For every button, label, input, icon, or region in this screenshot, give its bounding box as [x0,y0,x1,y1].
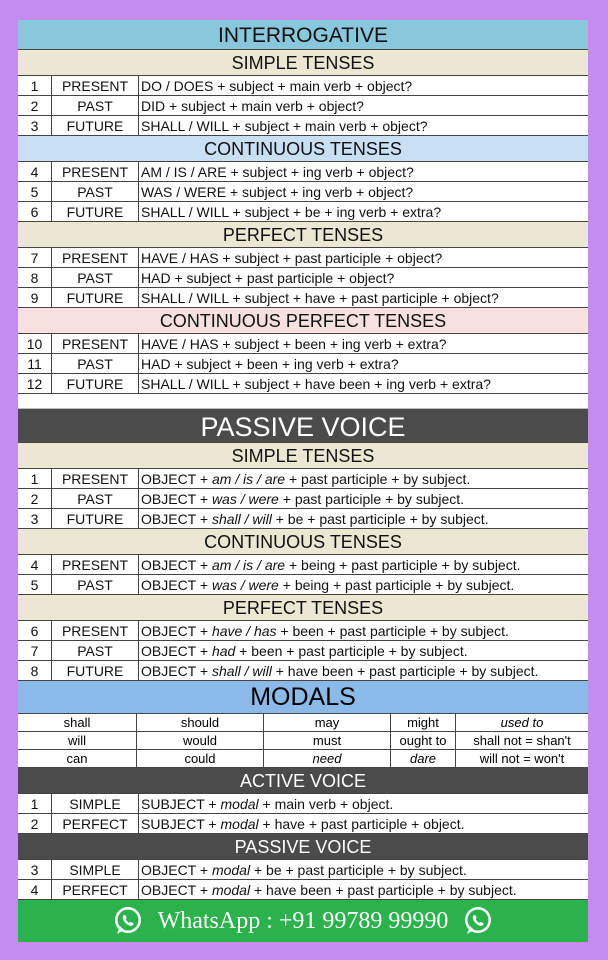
row-formula: SHALL / WILL + subject + be + ing verb + extra? [141,204,442,220]
table-row [18,334,588,354]
formula-pre: OBJECT + [141,577,212,593]
row-tense: PAST [52,268,139,287]
page-title: INTERROGATIVE [18,20,588,50]
formula-italic: had [211,643,236,659]
row-formula [139,860,588,879]
table-row [18,661,588,681]
passive-tenses [18,443,588,681]
row-formula: HAVE / HAS + subject + been + ing verb + extra? [141,336,447,352]
row-formula [139,794,588,813]
section-heading: CONTINUOUS TENSES [18,529,588,555]
table-row [18,555,588,575]
row-tense: PAST [52,575,139,594]
row-formula [139,555,588,574]
row-tense: PAST [52,182,139,201]
row-number: 1 [18,469,52,488]
formula-italic: am / is / are [211,471,286,487]
modal-cell: will [18,732,137,749]
row-number: 6 [18,621,52,640]
row-number: 8 [18,268,52,287]
formula-pre: OBJECT + [141,862,212,878]
table-row [18,248,588,268]
row-formula: WAS / WERE + subject + ing verb + object? [141,184,414,200]
formula-post: + have + past participle + object. [258,816,465,832]
table-row [18,116,588,136]
row-number: 7 [18,641,52,660]
formula-italic: shall / will [211,511,272,527]
row-tense: SIMPLE [52,794,139,813]
row-number: 4 [18,162,52,181]
row-formula [139,814,588,833]
formula-pre: OBJECT + [141,882,212,898]
modal-row [18,732,588,750]
row-tense: FUTURE [52,202,139,221]
formula-post: + main verb + object. [258,796,394,812]
formula-italic: shall / will [211,663,272,679]
row-number: 3 [18,116,52,135]
row-formula: HAD + subject + been + ing verb + extra? [141,356,399,372]
passive-voice-title: PASSIVE VOICE [18,409,588,443]
formula-pre: OBJECT + [141,663,212,679]
row-tense: FUTURE [52,116,139,135]
modal-cell: might [391,714,456,731]
modal-row [18,750,588,768]
whatsapp-icon [462,905,494,937]
table-row [18,641,588,661]
section-heading: PERFECT TENSES [18,222,588,248]
spacer [18,394,588,409]
modal-cell: can [18,750,137,767]
row-number: 8 [18,661,52,680]
row-number: 4 [18,555,52,574]
table-row [18,814,588,834]
formula-pre: OBJECT + [141,643,212,659]
row-number: 2 [18,489,52,508]
row-tense: FUTURE [52,374,139,393]
formula-pre: OBJECT + [141,557,212,573]
formula-italic: am / is / are [211,557,286,573]
modal-cell: would [137,732,264,749]
formula-pre: OBJECT + [141,511,212,527]
formula-post: + be + past participle + by subject. [250,862,467,878]
table-row [18,354,588,374]
row-number: 5 [18,182,52,201]
modal-cell: need [264,750,391,767]
row-number: 6 [18,202,52,221]
row-formula [139,469,588,488]
modal-cell: shall not = shan't [473,733,571,748]
row-number: 3 [18,509,52,528]
modal-row [18,714,588,732]
row-number: 1 [18,76,52,95]
row-tense: FUTURE [52,661,139,680]
row-tense: PRESENT [52,76,139,95]
row-tense: FUTURE [52,288,139,307]
row-number: 3 [18,860,52,879]
row-formula: AM / IS / ARE + subject + ing verb + object? [141,164,414,180]
modal-cell: used to [500,715,544,730]
row-number: 9 [18,288,52,307]
row-formula: DID + subject + main verb + object? [141,98,364,114]
formula-pre: OBJECT + [141,623,212,639]
formula-italic: modal [220,796,259,812]
table-row [18,162,588,182]
table-row [18,96,588,116]
row-tense: PAST [52,96,139,115]
row-tense: PRESENT [52,555,139,574]
table-row [18,880,588,900]
row-formula: HAVE / HAS + subject + past participle + object? [141,250,443,266]
row-tense: PERFECT [52,814,139,833]
table-row [18,202,588,222]
formula-post: + have been + past participle + by subject. [250,882,517,898]
formula-pre: SUBJECT + [141,816,221,832]
active-tenses [18,50,588,394]
modal-cell: could [137,750,264,767]
row-tense: PRESENT [52,469,139,488]
modal-cell: will not = won't [479,751,565,766]
formula-post: + have been + past participle + by subject. [271,663,539,679]
table-row [18,288,588,308]
row-number: 2 [18,814,52,833]
table-row [18,794,588,814]
grammar-sheet [18,20,588,942]
row-formula [139,509,588,528]
section-heading: CONTINUOUS PERFECT TENSES [18,308,588,334]
row-number: 2 [18,96,52,115]
modals-title: MODALS [18,681,588,714]
formula-italic: have / has [211,623,277,639]
table-row [18,860,588,880]
row-number: 7 [18,248,52,267]
row-tense: PRESENT [52,248,139,267]
table-row [18,621,588,641]
row-number: 12 [18,374,52,393]
row-formula: SHALL / WILL + subject + main verb + object? [141,118,428,134]
row-tense: PRESENT [52,162,139,181]
row-tense: FUTURE [52,509,139,528]
formula-post: + been + past participle + by subject. [235,643,468,659]
table-row [18,489,588,509]
table-row [18,182,588,202]
row-tense: PRESENT [52,334,139,353]
formula-post: + being + past participle + by subject. [285,557,521,573]
modal-cell: ought to [391,732,456,749]
modal-cell: may [264,714,391,731]
table-row [18,469,588,489]
formula-pre: OBJECT + [141,491,212,507]
formula-post: + be + past participle + by subject. [271,511,489,527]
footer-bar [18,900,588,942]
section-heading: PERFECT TENSES [18,595,588,621]
formula-italic: modal [211,882,251,898]
section-heading: SIMPLE TENSES [18,50,588,76]
modal-passive-rows [18,860,588,900]
row-formula: DO / DOES + subject + main verb + object? [141,78,413,94]
table-row [18,76,588,96]
table-row [18,268,588,288]
modal-cell: shall [18,714,137,731]
modals-table [18,714,588,768]
row-tense: PAST [52,641,139,660]
row-formula [139,661,588,680]
row-formula [139,641,588,660]
row-tense: PRESENT [52,621,139,640]
row-tense: PERFECT [52,880,139,899]
row-formula: HAD + subject + past participle + object? [141,270,395,286]
row-number: 11 [18,354,52,373]
row-number: 4 [18,880,52,899]
formula-post: + being + past participle + by subject. [278,577,515,593]
modal-cell: should [137,714,264,731]
formula-pre: SUBJECT + [141,796,221,812]
modal-active-title: ACTIVE VOICE [18,768,588,794]
row-tense: SIMPLE [52,860,139,879]
table-row [18,374,588,394]
formula-post: + past participle + by subject. [278,491,465,507]
formula-italic: was / were [211,577,279,593]
modal-cell: must [264,732,391,749]
modal-active-rows [18,794,588,834]
modal-cell: dare [391,750,456,767]
row-formula: SHALL / WILL + subject + have + past participle + object? [141,290,499,306]
row-formula: SHALL / WILL + subject + have been + ing verb + extra? [141,376,491,392]
table-row [18,509,588,529]
row-formula [139,621,588,640]
row-number: 10 [18,334,52,353]
formula-italic: modal [220,816,259,832]
row-number: 5 [18,575,52,594]
formula-italic: was / were [211,491,279,507]
section-heading: CONTINUOUS TENSES [18,136,588,162]
formula-italic: modal [211,862,251,878]
row-formula [139,575,588,594]
row-tense: PAST [52,489,139,508]
whatsapp-icon [112,905,144,937]
row-number: 1 [18,794,52,813]
row-tense: PAST [52,354,139,373]
formula-pre: OBJECT + [141,471,212,487]
formula-post: + past participle + by subject. [285,471,471,487]
row-formula [139,489,588,508]
table-row [18,575,588,595]
section-heading: SIMPLE TENSES [18,443,588,469]
row-formula [139,880,588,899]
modal-passive-title: PASSIVE VOICE [18,834,588,860]
formula-post: + been + past participle + by subject. [276,623,509,639]
whatsapp-number: WhatsApp : +91 99789 99990 [157,907,449,934]
